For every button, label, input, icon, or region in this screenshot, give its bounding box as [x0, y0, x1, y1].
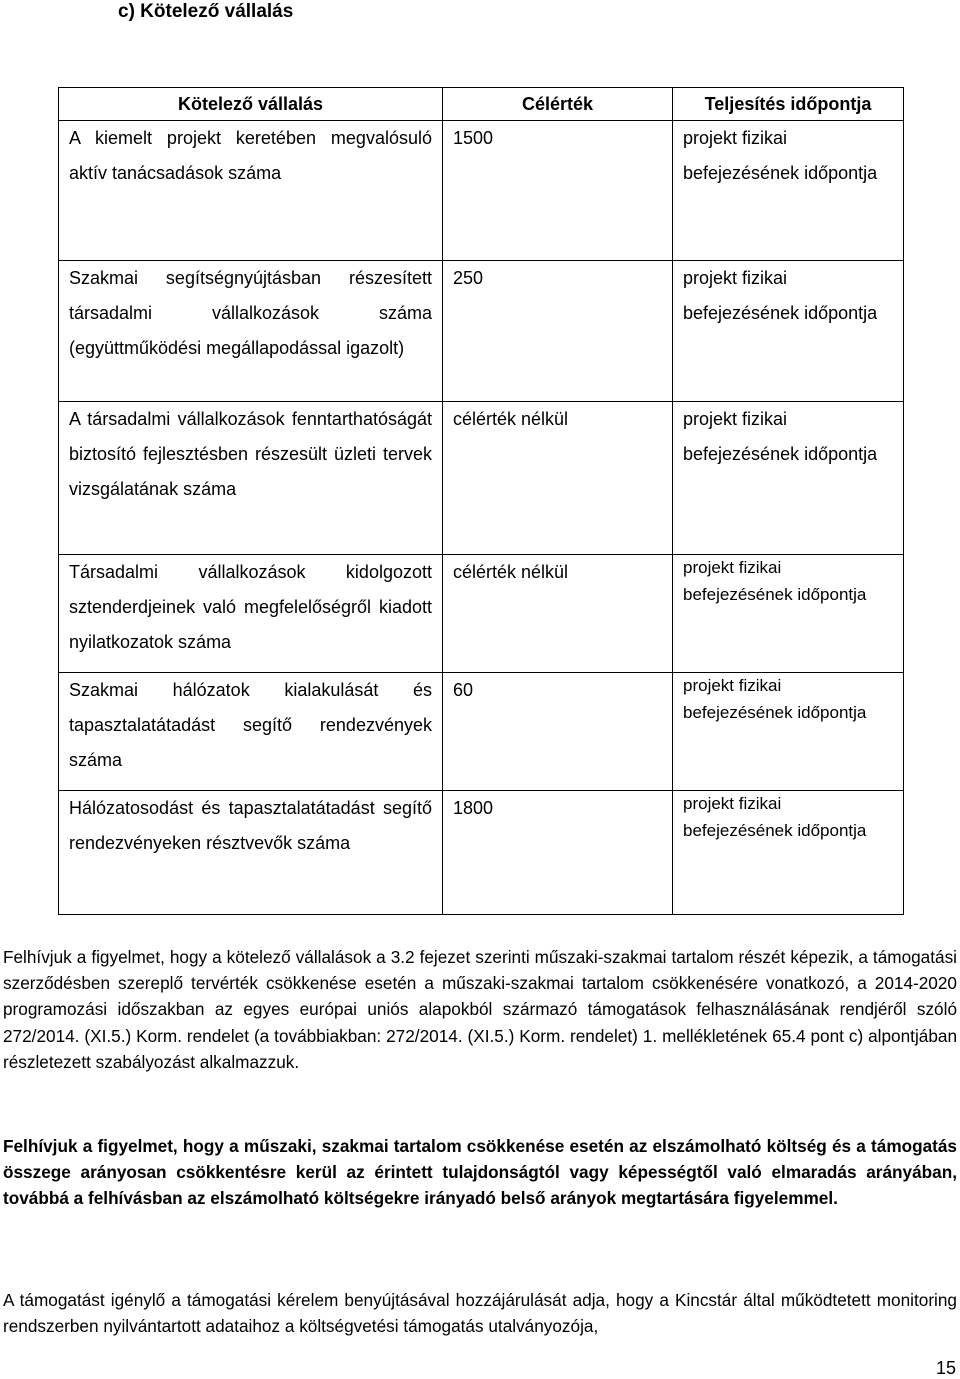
- commitment-cell: Szakmai segítségnyújtásban részesített társadalmi vállalkozások száma (együttműködési megállapodással igazolt): [59, 261, 443, 402]
- commitment-cell: Társadalmi vállalkozások kidolgozott sztenderdjeinek való megfelelőségről kiadott nyilatkozatok száma: [59, 555, 443, 673]
- deadline-cell: projekt fizikai befejezésének időpontja: [673, 555, 904, 673]
- commitments-table: [58, 87, 904, 915]
- table-row: [59, 555, 904, 673]
- table-row: [59, 121, 904, 261]
- deadline-cell: projekt fizikai befejezésének időpontja: [673, 121, 904, 261]
- table-row: [59, 673, 904, 791]
- header-commitment: Kötelező vállalás: [59, 88, 443, 121]
- paragraph-monitoring-consent: A támogatást igénylő a támogatási kérelem benyújtásával hozzájárulását adja, hogy a Kincstár által működtetett monitoring rendszerben nyilvántartott adataihoz a költségvetési támogatás utalványozója,: [3, 1290, 957, 1337]
- commitment-cell: A társadalmi vállalkozások fenntarthatóságát biztosító fejlesztésben részesült üzleti tervek vizsgálatának száma: [59, 402, 443, 555]
- deadline-cell: projekt fizikai befejezésének időpontja: [673, 673, 904, 791]
- table-header-row: [59, 88, 904, 121]
- commitment-cell: Hálózatosodást és tapasztalatátadást segítő rendezvényeken résztvevők száma: [59, 791, 443, 915]
- section-heading: c) Kötelező vállalás: [118, 1, 294, 22]
- target-cell: 1500: [443, 121, 673, 261]
- table-row: [59, 402, 904, 555]
- deadline-cell: projekt fizikai befejezésének időpontja: [673, 261, 904, 402]
- page-number: 15: [935, 1358, 956, 1378]
- target-cell: célérték nélkül: [443, 402, 673, 555]
- table-row: [59, 261, 904, 402]
- paragraph-commitment-note: Felhívjuk a figyelmet, hogy a kötelező vállalások a 3.2 fejezet szerinti műszaki-szakmai tartalom részét képezik, a támogatási szerződésben szereplő tervérték csökkenése esetén a műszaki-szakmai tartalom csökkenésére vonatkozó, a 2014-2020 programozási időszakban az egyes európai uniós alapokból származó támogatások felhasználásának rendjéről szóló 272/2014. (XI.5.) Korm. rendelet (a továbbiakban: 272/2014. (XI.5.) Korm. rendelet) 1. mellékletének 65.4 pont c) alpontjában részletezett szabályozást alkalmazzuk.: [3, 947, 957, 1072]
- header-deadline: Teljesítés időpontja: [673, 88, 904, 121]
- target-cell: 60: [443, 673, 673, 791]
- target-cell: 1800: [443, 791, 673, 915]
- target-cell: 250: [443, 261, 673, 402]
- commitment-cell: A kiemelt projekt keretében megvalósuló aktív tanácsadások száma: [59, 121, 443, 261]
- paragraph-cost-reduction-note: Felhívjuk a figyelmet, hogy a műszaki, szakmai tartalom csökkenése esetén az elszámolható költség és a támogatás összege arányosan csökkentésre kerül az érintett tulajdonságtól vagy képességtől való elmaradás arányában, továbbá a felhívásban az elszámolható költségekre irányadó belső arányok megtartására figyelemmel.: [3, 1136, 957, 1209]
- deadline-cell: projekt fizikai befejezésének időpontja: [673, 402, 904, 555]
- header-target: Célérték: [443, 88, 673, 121]
- table-row: [59, 791, 904, 915]
- commitment-cell: Szakmai hálózatok kialakulását és tapasztalatátadást segítő rendezvények száma: [59, 673, 443, 791]
- target-cell: célérték nélkül: [443, 555, 673, 673]
- deadline-cell: projekt fizikai befejezésének időpontja: [673, 791, 904, 915]
